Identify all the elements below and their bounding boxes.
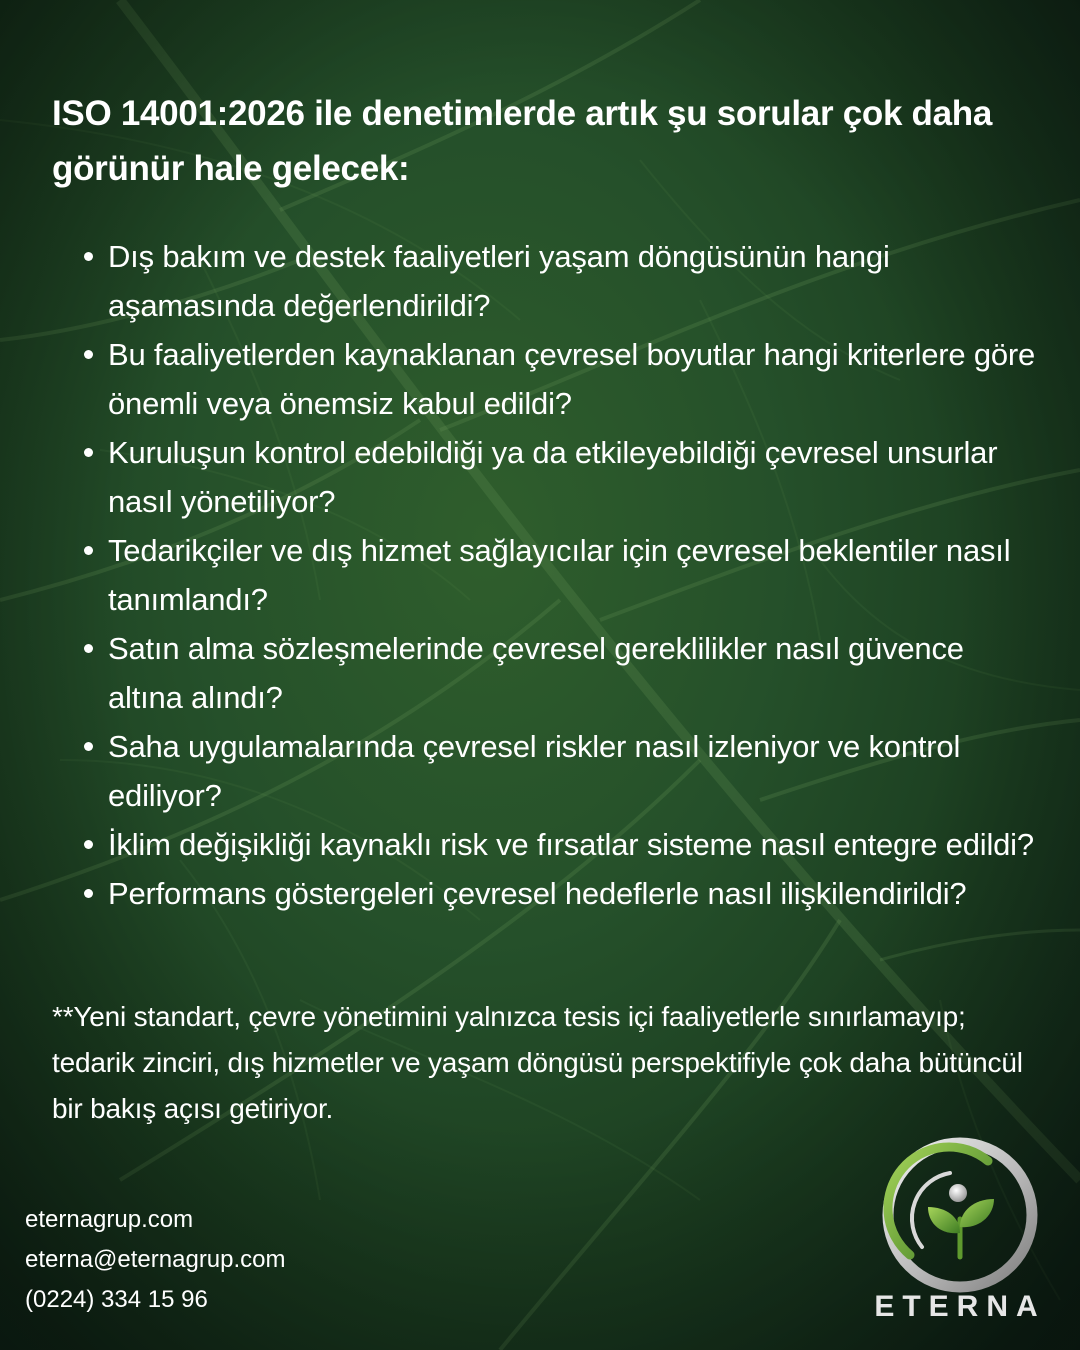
list-item: İklim değişikliği kaynaklı risk ve fırsatlar sisteme nasıl entegre edildi? — [80, 820, 1040, 869]
bullet-icon — [84, 350, 93, 359]
phone-number: (0224) 334 15 96 — [25, 1286, 208, 1313]
bullet-icon — [84, 889, 93, 898]
list-item: Dış bakım ve destek faaliyetleri yaşam döngüsünün hangi aşamasında değerlendirildi? — [80, 232, 1040, 330]
question-list — [80, 232, 1040, 918]
brand-logo — [860, 1135, 1060, 1335]
bullet-icon — [84, 742, 93, 751]
list-item: Satın alma sözleşmelerinde çevresel gereklilikler nasıl güvence altına alındı? — [80, 624, 1040, 722]
contact-info — [25, 1200, 425, 1320]
list-item: Saha uygulamalarında çevresel riskler nasıl izleniyor ve kontrol ediliyor? — [80, 722, 1040, 820]
bullet-icon — [84, 252, 93, 261]
bullet-icon — [84, 644, 93, 653]
brand-name: ETERNA — [874, 1290, 1046, 1323]
list-item: Performans göstergeleri çevresel hedeflerle nasıl ilişkilendirildi? — [80, 869, 1040, 918]
website-link[interactable]: eternagrup.com — [25, 1206, 194, 1233]
page-title: ISO 14001:2026 ile denetimlerde artık şu sorular çok daha görünür hale gelecek: — [52, 94, 993, 188]
bullet-icon — [84, 448, 93, 457]
list-item: Bu faaliyetlerden kaynaklanan çevresel boyutlar hangi kriterlere göre önemli veya önemsiz kabul edildi? — [80, 330, 1040, 428]
footnote: **Yeni standart, çevre yönetimini yalnızca tesis içi faaliyetlerle sınırlamayıp; tedarik zinciri, dış hizmetler ve yaşam döngüsü perspektifiyle çok daha bütüncül bir bakış açısı getiriyor. — [52, 1001, 1023, 1124]
plant-sprout-icon — [870, 1135, 1050, 1295]
bullet-icon — [84, 546, 93, 555]
bullet-icon — [84, 840, 93, 849]
list-item: Tedarikçiler ve dış hizmet sağlayıcılar için çevresel beklentiler nasıl tanımlandı? — [80, 526, 1040, 624]
email-link[interactable]: eterna@eternagrup.com — [25, 1246, 286, 1273]
list-item: Kuruluşun kontrol edebildiği ya da etkileyebildiği çevresel unsurlar nasıl yönetiliyor? — [80, 428, 1040, 526]
